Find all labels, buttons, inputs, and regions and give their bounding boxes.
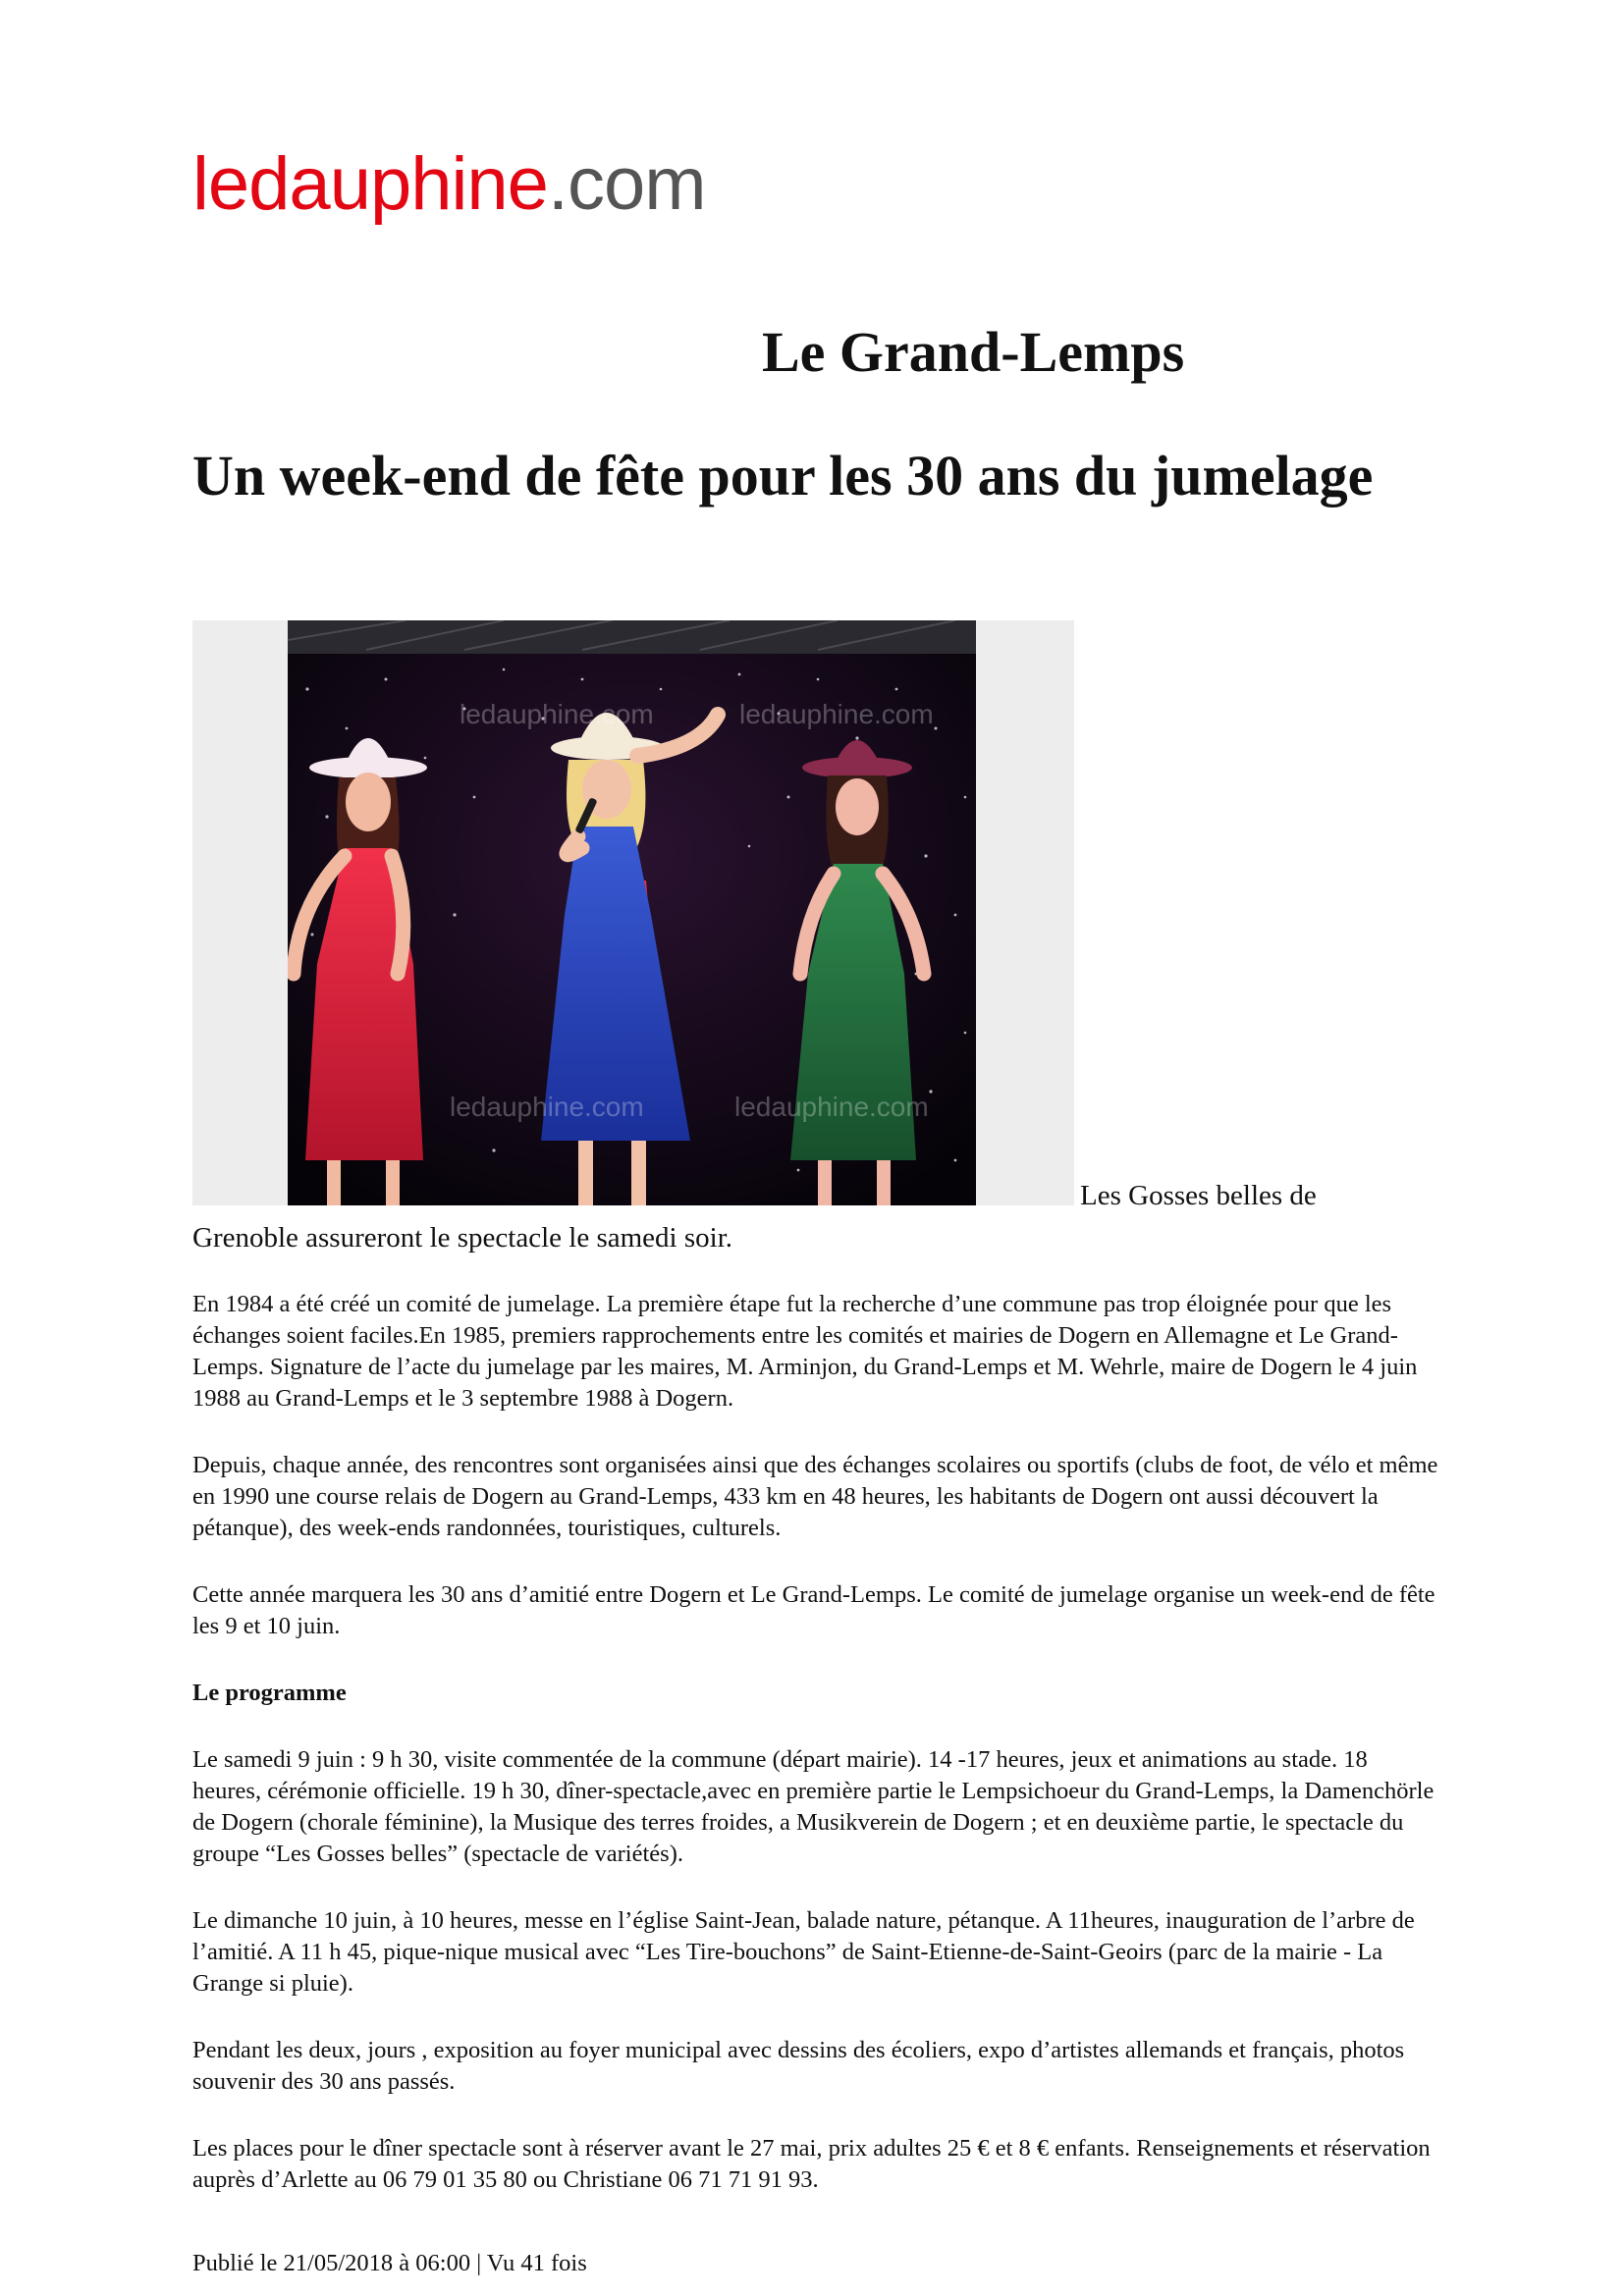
- program-paragraph: Pendant les deux, jours , exposition au foyer municipal avec dessins des écoliers, expo d’artistes allemands et français, photos souvenir des 30 ans passés.: [192, 2037, 1405, 2095]
- article-paragraph: Depuis, chaque année, des rencontres sont organisées ainsi que des échanges scolaires ou sportifs (clubs de foot, de vélo et même en 1990 une course relais de Dogern au Grand-Lemps, 433 km en 48 heures, les habitants de Dogern ont aussi découvert la pétanque), des week-ends randonnées, touristiques, culturels.: [192, 1452, 1438, 1541]
- photo-watermark: ledauphine.com: [734, 1092, 929, 1122]
- site-logo[interactable]: [192, 142, 706, 226]
- photo-watermark: ledauphine.com: [460, 699, 654, 729]
- article-photo: [288, 620, 976, 1205]
- photo-caption-part1: Les Gosses belles de: [1080, 1180, 1317, 1211]
- program-paragraph: Le samedi 9 juin : 9 h 30, visite commentée de la commune (départ mairie). 14 -17 heures, jeux et animations au stade. 18 heures, cérémonie officielle. 19 h 30, dîner-spectacle,avec en première partie le Lempsichoeur du Grand-Lemps, la Damenchörle de Dogern (chorale féminine), la Musique des terres froides, a Musikverein de Dogern ; et en deuxième partie, le spectacle du groupe “Les Gosses belles” (spectacle de variétés).: [192, 1746, 1435, 1867]
- program-heading: Le programme: [192, 1680, 347, 1706]
- publication-footer: Publié le 21/05/2018 à 06:00 | Vu 41 fois: [192, 2250, 587, 2276]
- program-paragraph: Le dimanche 10 juin, à 10 heures, messe en l’église Saint-Jean, balade nature, pétanque. A 11heures, inauguration de l’arbre de l’amitié. A 11 h 45, pique-nique musical avec “Les Tire-bouchons” de Saint-Etienne-de-Saint-Geoirs (parc de la mairie - La Grange si pluie).: [192, 1907, 1415, 1997]
- article-paragraph: En 1984 a été créé un comité de jumelage. La première étape fut la recherche d’une commune pas trop éloignée pour que les échanges soient faciles.En 1985, premiers rapprochements entre les comités et mairies de Dogern en Allemagne et Le Grand-Lemps. Signature de l’acte du jumelage par les maires, M. Arminjon, du Grand-Lemps et M. Wehrle, maire de Dogern le 4 juin 1988 au Grand-Lemps et le 3 septembre 1988 à Dogern.: [192, 1291, 1418, 1412]
- photo-watermark: ledauphine.com: [739, 699, 934, 729]
- logo-brand: ledauphine: [192, 142, 548, 226]
- article-photo-frame: [192, 620, 1074, 1205]
- photo-watermark: ledauphine.com: [450, 1092, 644, 1122]
- article-headline: Un week-end de fête pour les 30 ans du jumelage: [192, 444, 1374, 507]
- article-body: [192, 1289, 1441, 2231]
- photo-caption-part2: Grenoble assureront le spectacle le samedi soir.: [192, 1222, 732, 1254]
- program-paragraph: Les places pour le dîner spectacle sont à réserver avant le 27 mai, prix adultes 25 € et 8 € enfants. Renseignements et réservation auprès d’Arlette au 06 79 01 35 80 ou Christiane 06 71 71 91 93.: [192, 2135, 1431, 2193]
- section-title: Le Grand-Lemps: [762, 320, 1185, 384]
- article-paragraph: Cette année marquera les 30 ans d’amitié entre Dogern et Le Grand-Lemps. Le comité de jumelage organise un week-end de fête les 9 et 10 juin.: [192, 1581, 1435, 1639]
- logo-tld: .com: [547, 142, 706, 226]
